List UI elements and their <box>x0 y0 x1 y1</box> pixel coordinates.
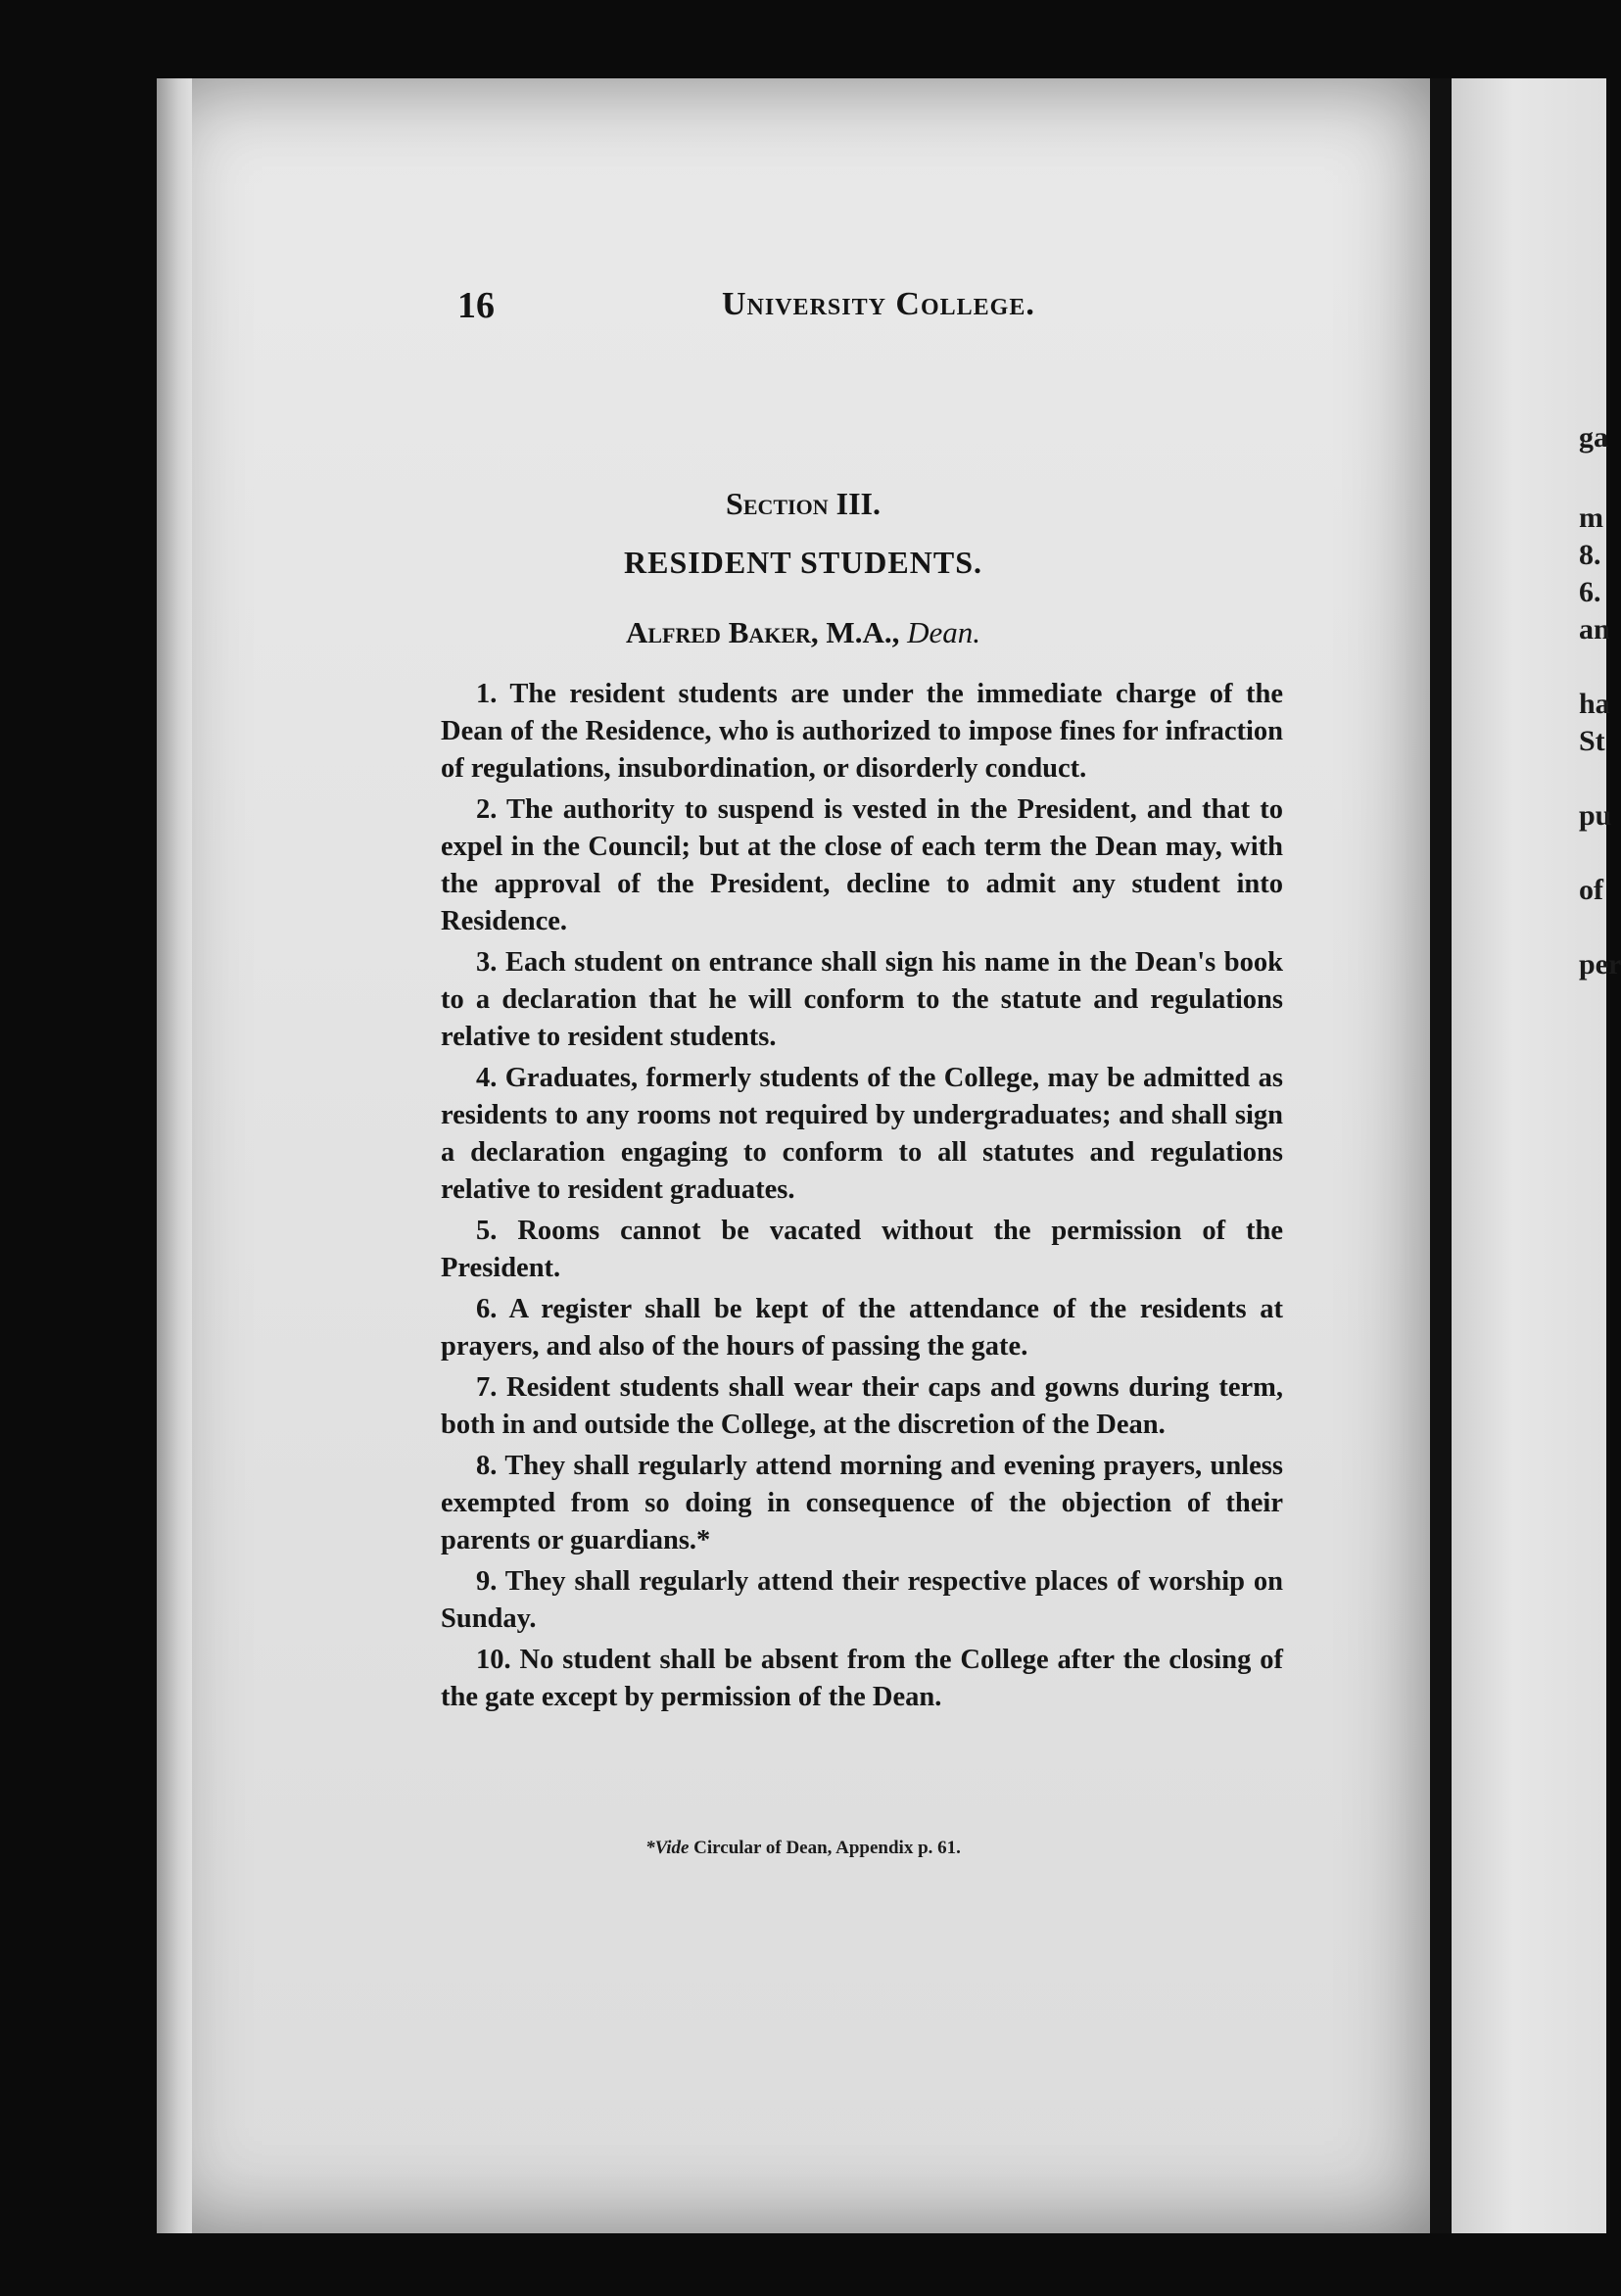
fragment-text: m <box>1579 502 1603 534</box>
fragment-text: ha <box>1579 688 1610 720</box>
footnote <box>0 1838 1606 1859</box>
rule-text: Each student on entrance shall sign his name in the Dean's book to a declaration that he will conform to the statute and regulations relative to resident students. <box>441 947 1284 1052</box>
rule-text: They shall regularly attend their respective places of worship on Sunday. <box>441 1566 1283 1634</box>
rule-number: 8. <box>476 1451 498 1481</box>
fragment-text: an <box>1579 613 1610 646</box>
rules-list <box>441 676 1283 1720</box>
running-head <box>457 284 1300 333</box>
fragment-text: 6. <box>1579 576 1601 608</box>
rule-item <box>441 1642 1283 1716</box>
rule-item <box>441 1369 1283 1444</box>
book-gutter <box>1428 78 1452 2233</box>
rule-number: 7. <box>476 1372 498 1403</box>
rule-item <box>441 1448 1283 1559</box>
rule-text: Rooms cannot be vacated without the permission of the President. <box>441 1216 1284 1283</box>
section-title: RESIDENT STUDENTS. <box>624 545 982 580</box>
rule-number: 4. <box>476 1063 498 1093</box>
rule-item <box>441 944 1283 1056</box>
rule-item <box>441 1060 1283 1209</box>
rule-text: The resident students are under the immediate charge of the Dean of the Residence, who is authorized to impose fines for infraction of regulations, insubordination, or disorderly conduct. <box>441 679 1283 784</box>
fragment-text: per <box>1579 948 1621 981</box>
rule-number: 9. <box>476 1566 498 1597</box>
adjacent-page-fragment <box>1452 78 1621 2233</box>
fragment-text: 8. <box>1579 539 1601 571</box>
rule-number: 2. <box>476 794 498 825</box>
rule-number: 6. <box>476 1294 498 1324</box>
running-title: University College. <box>722 286 1035 322</box>
rule-number: 5. <box>476 1216 498 1246</box>
rule-text: No student shall be absent from the College after the closing of the gate except by permission of the Dean. <box>441 1645 1283 1712</box>
fragment-text: pu <box>1579 799 1612 832</box>
rule-item <box>441 1213 1283 1287</box>
rule-item <box>441 1291 1283 1365</box>
rule-item <box>441 1563 1283 1638</box>
rule-number: 3. <box>476 947 498 978</box>
rule-text: The authority to suspend is vested in the President, and that to expel in the Council; but at the close of each term the Dean may, with the approval of the President, decline to admit any student into Residence. <box>441 794 1283 936</box>
footnote-vide: *Vide <box>645 1838 690 1858</box>
fragment-text: ga <box>1579 421 1608 454</box>
rule-text: A register shall be kept of the attendance of the residents at prayers, and also of the hours of passing the gate. <box>441 1294 1284 1362</box>
rule-text: Resident students shall wear their caps and gowns during term, both in and outside the College, at the discretion of the Dean. <box>441 1372 1283 1440</box>
dean-role: Dean. <box>907 615 980 649</box>
page-number: 16 <box>457 285 495 326</box>
rule-item <box>441 791 1283 940</box>
fragment-text: of <box>1579 874 1603 906</box>
rule-text: Graduates, formerly students of the College, may be admitted as residents to any rooms not required by undergraduates; and shall sign a declaration engaging to conform to all statutes and regulations relative to resident graduates. <box>441 1063 1284 1205</box>
rule-number: 1. <box>476 679 498 709</box>
rule-number: 10. <box>476 1645 511 1675</box>
rule-text: They shall regularly attend morning and evening prayers, unless exempted from so doing in consequence of the objection of their parents or guardians.* <box>441 1451 1283 1555</box>
footnote-text: Circular of Dean, Appendix p. 61. <box>693 1838 961 1858</box>
dean-line <box>0 615 1606 650</box>
section-heading: Section III. <box>726 486 881 521</box>
dean-name: Alfred Baker, M.A., <box>626 615 900 649</box>
rule-item <box>441 676 1283 788</box>
page-edge <box>157 78 192 2233</box>
fragment-text: St <box>1579 725 1605 757</box>
